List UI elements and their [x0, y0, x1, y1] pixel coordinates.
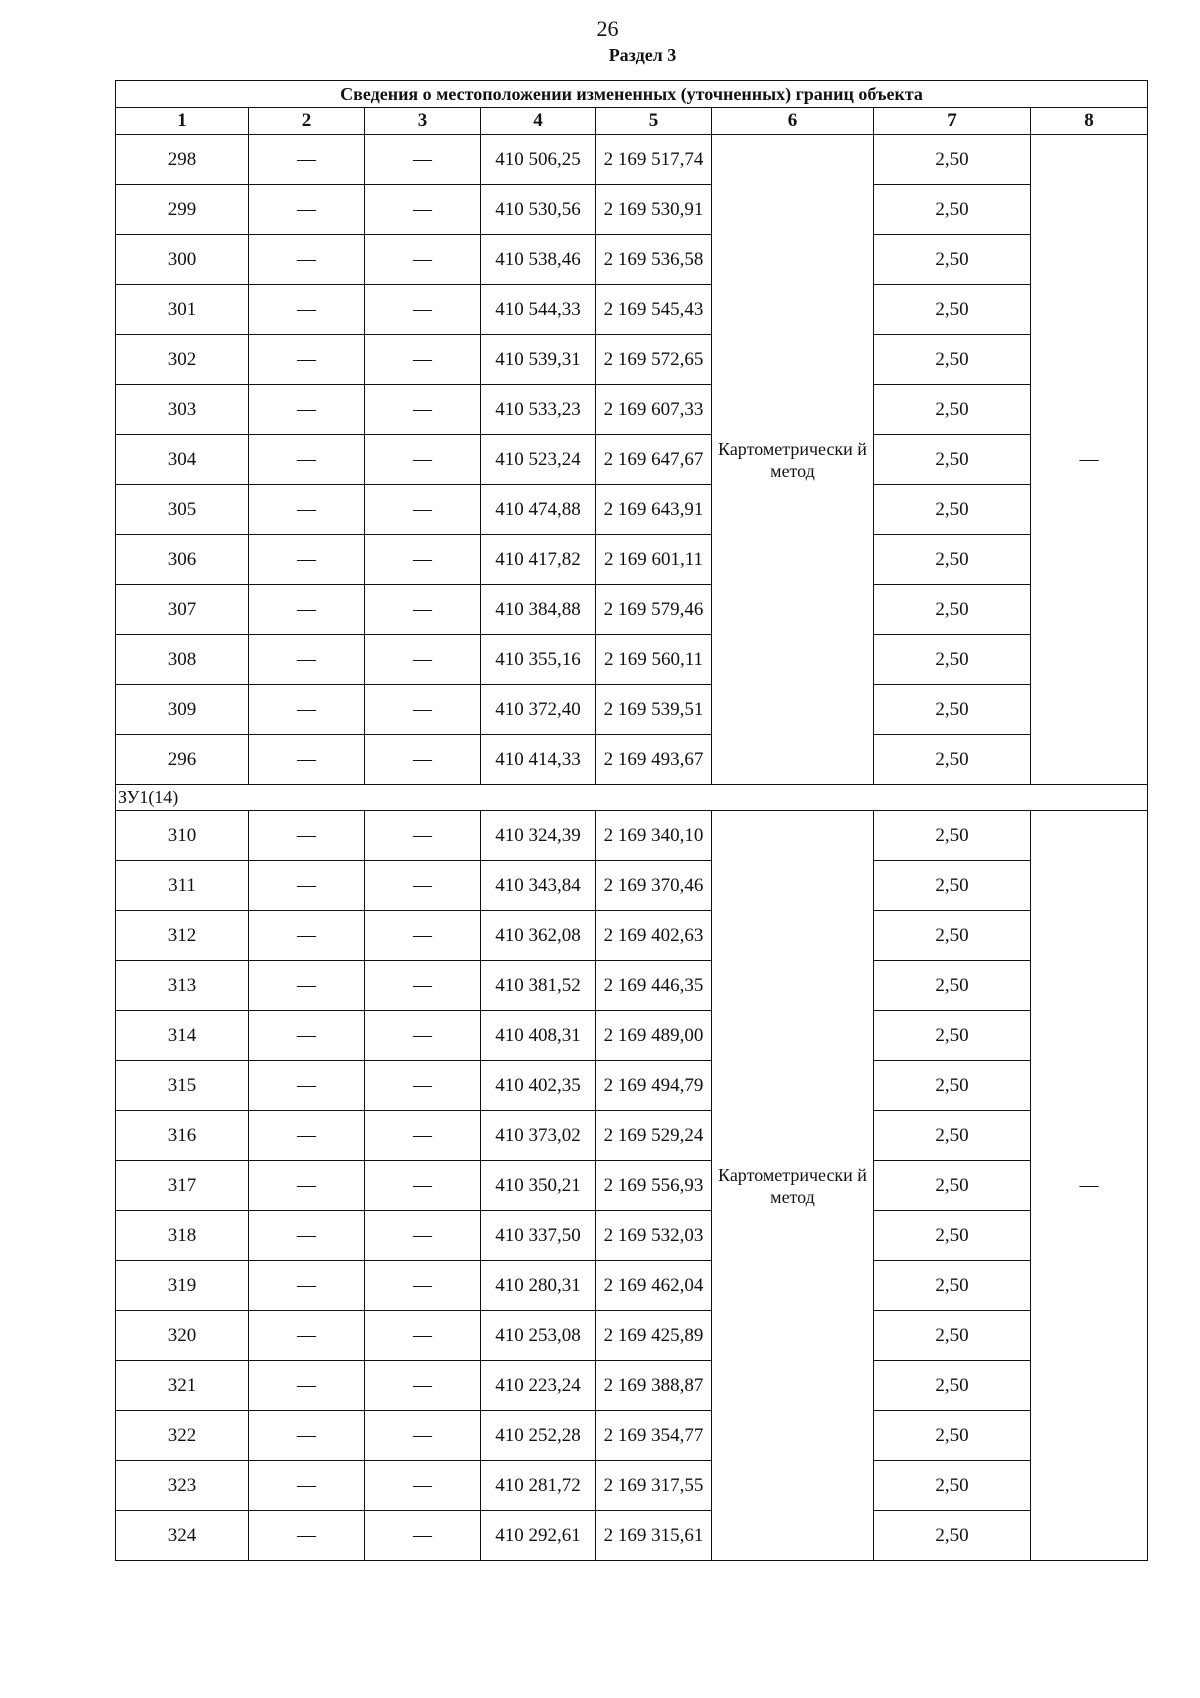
column-2-cell: — — [249, 1361, 365, 1411]
column-3-cell: — — [365, 1511, 481, 1561]
column-3-cell: — — [365, 685, 481, 735]
table-row — [116, 1511, 1148, 1561]
y-coordinate-cell: 2 169 517,74 — [596, 135, 712, 185]
point-number-cell: 311 — [116, 861, 249, 911]
column-2-cell: — — [249, 685, 365, 735]
point-number-cell: 309 — [116, 685, 249, 735]
point-number-cell: 306 — [116, 535, 249, 585]
x-coordinate-cell: 410 373,02 — [481, 1111, 596, 1161]
y-coordinate-cell: 2 169 317,55 — [596, 1461, 712, 1511]
y-coordinate-cell: 2 169 532,03 — [596, 1211, 712, 1261]
x-coordinate-cell: 410 362,08 — [481, 911, 596, 961]
point-number-cell: 298 — [116, 135, 249, 185]
accuracy-cell: 2,50 — [874, 635, 1031, 685]
accuracy-cell: 2,50 — [874, 585, 1031, 635]
accuracy-cell: 2,50 — [874, 961, 1031, 1011]
y-coordinate-cell: 2 169 572,65 — [596, 335, 712, 385]
accuracy-cell: 2,50 — [874, 1111, 1031, 1161]
table-row — [116, 1361, 1148, 1411]
column-number: 6 — [712, 108, 874, 135]
y-coordinate-cell: 2 169 315,61 — [596, 1511, 712, 1561]
column-number: 2 — [249, 108, 365, 135]
accuracy-cell: 2,50 — [874, 1011, 1031, 1061]
y-coordinate-cell: 2 169 354,77 — [596, 1411, 712, 1461]
column-3-cell: — — [365, 535, 481, 585]
column-number: 1 — [116, 108, 249, 135]
column-3-cell: — — [365, 1211, 481, 1261]
column-2-cell: — — [249, 635, 365, 685]
column-numbers-row — [116, 108, 1148, 135]
table-body — [116, 135, 1148, 1561]
accuracy-cell: 2,50 — [874, 485, 1031, 535]
x-coordinate-cell: 410 372,40 — [481, 685, 596, 735]
column-2-cell: — — [249, 385, 365, 435]
column-2-cell: — — [249, 585, 365, 635]
point-number-cell: 300 — [116, 235, 249, 285]
table-row — [116, 385, 1148, 435]
section-title: Раздел 3 — [608, 45, 677, 65]
x-coordinate-cell: 410 402,35 — [481, 1061, 596, 1111]
group-label-row — [116, 785, 1148, 811]
accuracy-cell: 2,50 — [874, 385, 1031, 435]
column-number: 8 — [1031, 108, 1148, 135]
y-coordinate-cell: 2 169 607,33 — [596, 385, 712, 435]
point-number-cell: 319 — [116, 1261, 249, 1311]
accuracy-cell: 2,50 — [874, 1211, 1031, 1261]
table-row — [116, 335, 1148, 385]
accuracy-cell: 2,50 — [874, 135, 1031, 185]
y-coordinate-cell: 2 169 402,63 — [596, 911, 712, 961]
table-row — [116, 1161, 1148, 1211]
table-title: Сведения о местоположении измененных (уточненных) границ объекта — [116, 81, 1148, 108]
point-number-cell: 296 — [116, 735, 249, 785]
point-number-cell: 299 — [116, 185, 249, 235]
table-row — [116, 1411, 1148, 1461]
x-coordinate-cell: 410 414,33 — [481, 735, 596, 785]
column-3-cell: — — [365, 485, 481, 535]
method-cell: Картометрически й метод — [712, 811, 874, 1561]
accuracy-cell: 2,50 — [874, 911, 1031, 961]
column-2-cell: — — [249, 1311, 365, 1361]
column-2-cell: — — [249, 735, 365, 785]
accuracy-cell: 2,50 — [874, 1061, 1031, 1111]
y-coordinate-cell: 2 169 388,87 — [596, 1361, 712, 1411]
y-coordinate-cell: 2 169 539,51 — [596, 685, 712, 735]
x-coordinate-cell: 410 384,88 — [481, 585, 596, 635]
y-coordinate-cell: 2 169 530,91 — [596, 185, 712, 235]
column-number: 3 — [365, 108, 481, 135]
point-number-cell: 310 — [116, 811, 249, 861]
x-coordinate-cell: 410 281,72 — [481, 1461, 596, 1511]
column-3-cell: — — [365, 1061, 481, 1111]
x-coordinate-cell: 410 292,61 — [481, 1511, 596, 1561]
column-2-cell: — — [249, 485, 365, 535]
x-coordinate-cell: 410 523,24 — [481, 435, 596, 485]
x-coordinate-cell: 410 544,33 — [481, 285, 596, 335]
x-coordinate-cell: 410 337,50 — [481, 1211, 596, 1261]
y-coordinate-cell: 2 169 529,24 — [596, 1111, 712, 1161]
y-coordinate-cell: 2 169 494,79 — [596, 1061, 712, 1111]
y-coordinate-cell: 2 169 643,91 — [596, 485, 712, 535]
y-coordinate-cell: 2 169 560,11 — [596, 635, 712, 685]
accuracy-cell: 2,50 — [874, 1511, 1031, 1561]
table-row — [116, 685, 1148, 735]
y-coordinate-cell: 2 169 556,93 — [596, 1161, 712, 1211]
column-2-cell: — — [249, 435, 365, 485]
point-number-cell: 305 — [116, 485, 249, 535]
column-number: 4 — [481, 108, 596, 135]
column-2-cell: — — [249, 1061, 365, 1111]
column-2-cell: — — [249, 911, 365, 961]
accuracy-cell: 2,50 — [874, 811, 1031, 861]
x-coordinate-cell: 410 343,84 — [481, 861, 596, 911]
column-2-cell: — — [249, 1211, 365, 1261]
column-8-cell: — — [1031, 135, 1148, 785]
table-row — [116, 1111, 1148, 1161]
column-number: 7 — [874, 108, 1031, 135]
x-coordinate-cell: 410 533,23 — [481, 385, 596, 435]
column-3-cell: — — [365, 1011, 481, 1061]
y-coordinate-cell: 2 169 446,35 — [596, 961, 712, 1011]
y-coordinate-cell: 2 169 462,04 — [596, 1261, 712, 1311]
point-number-cell: 322 — [116, 1411, 249, 1461]
table-row — [116, 1011, 1148, 1061]
column-3-cell: — — [365, 585, 481, 635]
page-number: 26 — [596, 16, 619, 41]
table-row — [116, 1061, 1148, 1111]
point-number-cell: 303 — [116, 385, 249, 435]
x-coordinate-cell: 410 538,46 — [481, 235, 596, 285]
accuracy-cell: 2,50 — [874, 1411, 1031, 1461]
y-coordinate-cell: 2 169 601,11 — [596, 535, 712, 585]
point-number-cell: 307 — [116, 585, 249, 635]
table-row — [116, 961, 1148, 1011]
column-8-cell: — — [1031, 811, 1148, 1561]
column-3-cell: — — [365, 1411, 481, 1461]
column-2-cell: — — [249, 1511, 365, 1561]
accuracy-cell: 2,50 — [874, 685, 1031, 735]
column-2-cell: — — [249, 961, 365, 1011]
table-row — [116, 185, 1148, 235]
table-row — [116, 1311, 1148, 1361]
column-number: 5 — [596, 108, 712, 135]
y-coordinate-cell: 2 169 536,58 — [596, 235, 712, 285]
column-3-cell: — — [365, 1361, 481, 1411]
column-3-cell: — — [365, 911, 481, 961]
column-3-cell: — — [365, 1461, 481, 1511]
point-number-cell: 321 — [116, 1361, 249, 1411]
column-3-cell: — — [365, 135, 481, 185]
y-coordinate-cell: 2 169 370,46 — [596, 861, 712, 911]
table-row — [116, 635, 1148, 685]
y-coordinate-cell: 2 169 493,67 — [596, 735, 712, 785]
table-row — [116, 485, 1148, 535]
point-number-cell: 317 — [116, 1161, 249, 1211]
x-coordinate-cell: 410 280,31 — [481, 1261, 596, 1311]
point-number-cell: 316 — [116, 1111, 249, 1161]
x-coordinate-cell: 410 530,56 — [481, 185, 596, 235]
y-coordinate-cell: 2 169 425,89 — [596, 1311, 712, 1361]
x-coordinate-cell: 410 539,31 — [481, 335, 596, 385]
table-row — [116, 435, 1148, 485]
column-3-cell: — — [365, 1311, 481, 1361]
accuracy-cell: 2,50 — [874, 335, 1031, 385]
column-2-cell: — — [249, 811, 365, 861]
accuracy-cell: 2,50 — [874, 435, 1031, 485]
column-3-cell: — — [365, 185, 481, 235]
y-coordinate-cell: 2 169 340,10 — [596, 811, 712, 861]
column-3-cell: — — [365, 1111, 481, 1161]
x-coordinate-cell: 410 381,52 — [481, 961, 596, 1011]
x-coordinate-cell: 410 223,24 — [481, 1361, 596, 1411]
method-cell: Картометрически й метод — [712, 135, 874, 785]
table-row — [116, 735, 1148, 785]
y-coordinate-cell: 2 169 545,43 — [596, 285, 712, 335]
column-2-cell: — — [249, 1411, 365, 1461]
accuracy-cell: 2,50 — [874, 535, 1031, 585]
column-2-cell: — — [249, 535, 365, 585]
coordinates-table — [115, 80, 1148, 1561]
point-number-cell: 302 — [116, 335, 249, 385]
x-coordinate-cell: 410 474,88 — [481, 485, 596, 535]
accuracy-cell: 2,50 — [874, 1461, 1031, 1511]
table-row — [116, 1261, 1148, 1311]
column-2-cell: — — [249, 861, 365, 911]
table-row — [116, 135, 1148, 185]
point-number-cell: 320 — [116, 1311, 249, 1361]
column-3-cell: — — [365, 961, 481, 1011]
point-number-cell: 314 — [116, 1011, 249, 1061]
accuracy-cell: 2,50 — [874, 1311, 1031, 1361]
y-coordinate-cell: 2 169 647,67 — [596, 435, 712, 485]
column-3-cell: — — [365, 811, 481, 861]
column-3-cell: — — [365, 635, 481, 685]
point-number-cell: 315 — [116, 1061, 249, 1111]
column-3-cell: — — [365, 1261, 481, 1311]
column-3-cell: — — [365, 385, 481, 435]
x-coordinate-cell: 410 253,08 — [481, 1311, 596, 1361]
column-2-cell: — — [249, 1261, 365, 1311]
point-number-cell: 312 — [116, 911, 249, 961]
column-3-cell: — — [365, 861, 481, 911]
x-coordinate-cell: 410 506,25 — [481, 135, 596, 185]
column-2-cell: — — [249, 235, 365, 285]
accuracy-cell: 2,50 — [874, 1161, 1031, 1211]
accuracy-cell: 2,50 — [874, 1361, 1031, 1411]
accuracy-cell: 2,50 — [874, 735, 1031, 785]
column-3-cell: — — [365, 435, 481, 485]
column-3-cell: — — [365, 235, 481, 285]
column-2-cell: — — [249, 1011, 365, 1061]
table-row — [116, 1461, 1148, 1511]
accuracy-cell: 2,50 — [874, 235, 1031, 285]
table-row — [116, 535, 1148, 585]
table-title-row — [116, 81, 1148, 108]
group-label: ЗУ1(14) — [116, 785, 1148, 811]
column-2-cell: — — [249, 285, 365, 335]
x-coordinate-cell: 410 350,21 — [481, 1161, 596, 1211]
point-number-cell: 324 — [116, 1511, 249, 1561]
x-coordinate-cell: 410 252,28 — [481, 1411, 596, 1461]
column-2-cell: — — [249, 135, 365, 185]
accuracy-cell: 2,50 — [874, 285, 1031, 335]
x-coordinate-cell: 410 324,39 — [481, 811, 596, 861]
x-coordinate-cell: 410 417,82 — [481, 535, 596, 585]
table-row — [116, 235, 1148, 285]
point-number-cell: 301 — [116, 285, 249, 335]
point-number-cell: 313 — [116, 961, 249, 1011]
table-row — [116, 285, 1148, 335]
y-coordinate-cell: 2 169 489,00 — [596, 1011, 712, 1061]
column-2-cell: — — [249, 335, 365, 385]
table-row — [116, 911, 1148, 961]
column-2-cell: — — [249, 185, 365, 235]
column-3-cell: — — [365, 335, 481, 385]
accuracy-cell: 2,50 — [874, 861, 1031, 911]
column-2-cell: — — [249, 1111, 365, 1161]
x-coordinate-cell: 410 408,31 — [481, 1011, 596, 1061]
table-row — [116, 1211, 1148, 1261]
accuracy-cell: 2,50 — [874, 1261, 1031, 1311]
point-number-cell: 308 — [116, 635, 249, 685]
column-2-cell: — — [249, 1461, 365, 1511]
column-2-cell: — — [249, 1161, 365, 1211]
point-number-cell: 318 — [116, 1211, 249, 1261]
y-coordinate-cell: 2 169 579,46 — [596, 585, 712, 635]
column-3-cell: — — [365, 285, 481, 335]
point-number-cell: 304 — [116, 435, 249, 485]
table-row — [116, 811, 1148, 861]
column-3-cell: — — [365, 735, 481, 785]
table-row — [116, 861, 1148, 911]
point-number-cell: 323 — [116, 1461, 249, 1511]
accuracy-cell: 2,50 — [874, 185, 1031, 235]
table-row — [116, 585, 1148, 635]
x-coordinate-cell: 410 355,16 — [481, 635, 596, 685]
column-3-cell: — — [365, 1161, 481, 1211]
